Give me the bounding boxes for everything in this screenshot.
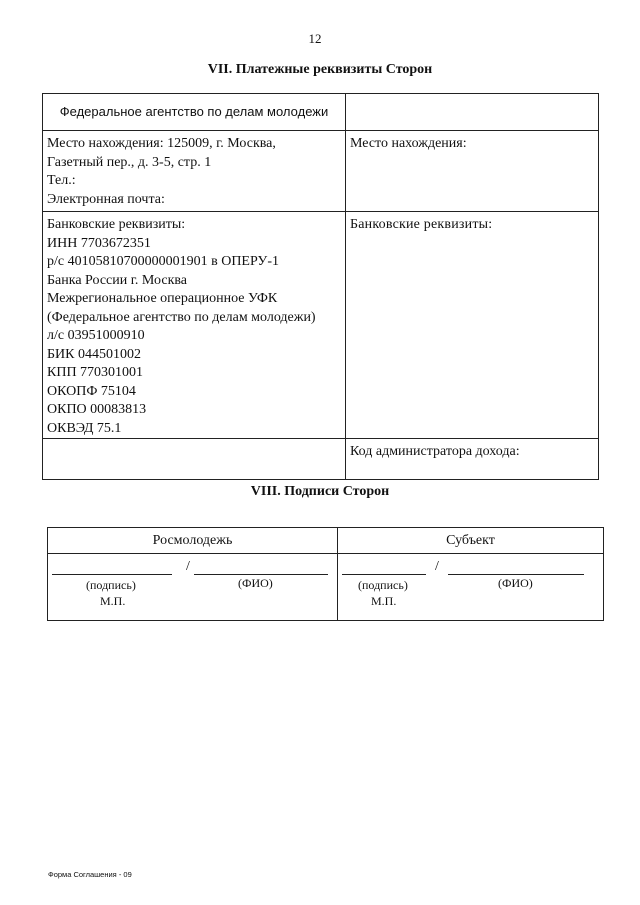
agency-phone-line: Тел.: (47, 173, 76, 188)
subject-address-label: Место нахождения: (350, 136, 467, 151)
seal-caption: М.П. (371, 594, 397, 608)
subject-name-cell (346, 94, 599, 131)
name-caption: (ФИО) (238, 576, 273, 590)
revenue-admin-code-label: Код администратора дохода: (350, 444, 520, 459)
bank-line: ОКВЭД 75.1 (47, 420, 122, 436)
agency-email-line: Электронная почта: (47, 191, 165, 207)
payment-requisites-table (42, 93, 599, 480)
subject-bank-cell (346, 212, 599, 439)
rosmolodezh-signature-cell (48, 554, 338, 621)
signature-line (342, 574, 426, 575)
signature-separator: / (186, 559, 190, 574)
name-line (194, 574, 328, 575)
agency-address-line: Газетный пер., д. 3-5, стр. 1 (47, 154, 212, 170)
requisites-header-row (43, 94, 599, 131)
subject-signature-cell (338, 554, 604, 621)
name-line (448, 574, 584, 575)
bank-line: ОКПО 00083813 (47, 402, 147, 417)
agency-address-line: Место нахождения: 125009, г. Москва, (47, 136, 276, 151)
party-rosmolodezh: Росмолодежь (48, 528, 338, 554)
subject-code-cell (346, 439, 599, 480)
bank-line: ИНН 7703672351 (47, 235, 151, 251)
agency-code-cell (43, 439, 346, 480)
page-number: 12 (308, 31, 322, 46)
seal-caption: М.П. (100, 594, 126, 608)
bank-details-row (43, 212, 599, 439)
signatures-table (47, 527, 604, 621)
signature-caption: (подпись) (86, 578, 136, 592)
bank-line: Межрегиональное операционное УФК (47, 291, 278, 306)
signature-caption: (подпись) (358, 578, 408, 592)
bank-line: БИК 044501002 (47, 346, 141, 362)
signatures-header-row (48, 528, 604, 554)
signatures-body-row (48, 554, 604, 621)
bank-line: КПП 770301001 (47, 365, 144, 380)
address-row (43, 131, 599, 212)
agency-bank-cell (43, 212, 346, 439)
form-footer: Форма Соглашения - 09 (48, 870, 132, 879)
signature-line (52, 574, 172, 575)
subject-bank-label: Банковские реквизиты: (350, 217, 493, 232)
party-subject: Субъект (338, 528, 604, 554)
bank-line: ОКОПФ 75104 (47, 383, 136, 399)
section-7-title: VII. Платежные реквизиты Сторон (207, 62, 433, 77)
bank-line: р/с 40105810700000001901 в ОПЕРУ-1 (47, 254, 279, 269)
signature-separator: / (435, 559, 439, 574)
agency-address-cell (43, 131, 346, 212)
bank-line: л/с 03951000910 (47, 328, 145, 343)
subject-address-cell (346, 131, 599, 212)
revenue-code-row (43, 439, 599, 480)
name-caption: (ФИО) (498, 576, 533, 590)
bank-line: (Федеральное агентство по делам молодежи) (47, 309, 316, 325)
bank-line: Банковские реквизиты: (47, 217, 186, 232)
section-8-title: VIII. Подписи Сторон (250, 484, 390, 499)
bank-line: Банка России г. Москва (47, 272, 188, 288)
agency-name-cell: Федеральное агентство по делам молодежи (43, 94, 346, 131)
